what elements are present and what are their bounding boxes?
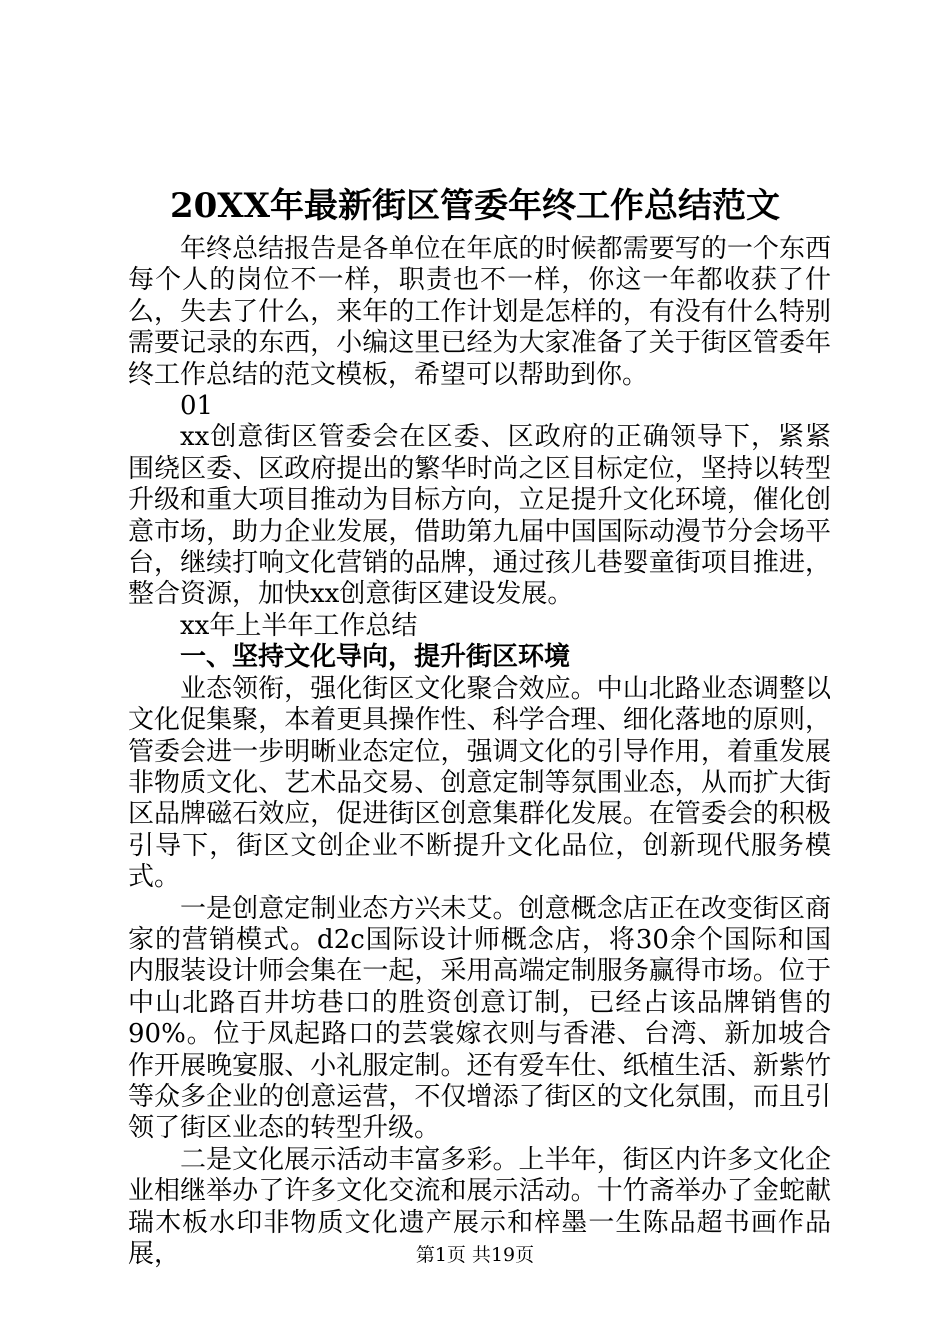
page-footer: 第1页 共19页 <box>415 1244 535 1266</box>
paragraph-intro: 年终总结报告是各单位在年底的时候都需要写的一个东西每个人的岗位不一样，职责也不一样，你这一年都收获了什么，失去了什么，来年的工作计划是怎样的，有没有什么特别需要记录的东西，小编这里已经为大家准备了关于街区管委年终工作总结的范文模板，希望可以帮助到你。 <box>128 234 831 390</box>
document-title: 20XX年最新街区管委年终工作总结范文 <box>169 186 781 226</box>
paragraph-point-two: 二是文化展示活动丰富多彩。上半年，街区内许多文化企业相继举办了许多文化交流和展示活动。十竹斋举办了金蛇献瑞木板水印非物质文化遗产展示和梓墨一生陈品超书画作品展， <box>128 1144 831 1269</box>
paragraph-overview: xx创意街区管委会在区委、区政府的正确领导下，紧紧围绕区委、区政府提出的繁华时尚之区目标定位，坚持以转型升级和重大项目推动为目标方向，立足提升文化环境，催化创意市场，助力企业发展，借助第九届中国国际动漫节分会场平台，继续打响文化营销的品牌，通过孩儿巷婴童街项目推进，整合资源，加快xx创意街区建设发展。 <box>128 422 831 610</box>
subtitle-half-year: xx年上半年工作总结 <box>180 610 418 641</box>
paragraph-point-one: 一是创意定制业态方兴未艾。创意概念店正在改变街区商家的营销模式。d2c国际设计师概念店，将30余个国际和国内服装设计师会集在一起，采用高端定制服务赢得市场。位于中山北路百井坊巷口的胜资创意订制，已经占该品牌销售的90%。位于凤起路口的芸裳嫁衣则与香港、台湾、新加坡合作开展晚宴服、小礼服定制。还有爱车仕、纸植生活、新紫竹等众多企业的创意运营，不仅增添了街区的文化氛围，而且引领了街区业态的转型升级。 <box>128 893 831 1144</box>
document-body <box>128 234 831 1270</box>
section-heading: 一、坚持文化导向，提升街区环境 <box>180 642 571 673</box>
section-number: 01 <box>180 391 214 422</box>
paragraph-industry: 业态领衔，强化街区文化聚合效应。中山北路业态调整以文化促集聚，本着更具操作性、科学合理、细化落地的原则，管委会进一步明晰业态定位，强调文化的引导作用，着重发展非物质文化、艺术品交易、创意定制等氛围业态，从而扩大街区品牌磁石效应，促进街区创意集群化发展。在管委会的积极引导下，街区文创企业不断提升文化品位，创新现代服务模式。 <box>128 673 831 893</box>
